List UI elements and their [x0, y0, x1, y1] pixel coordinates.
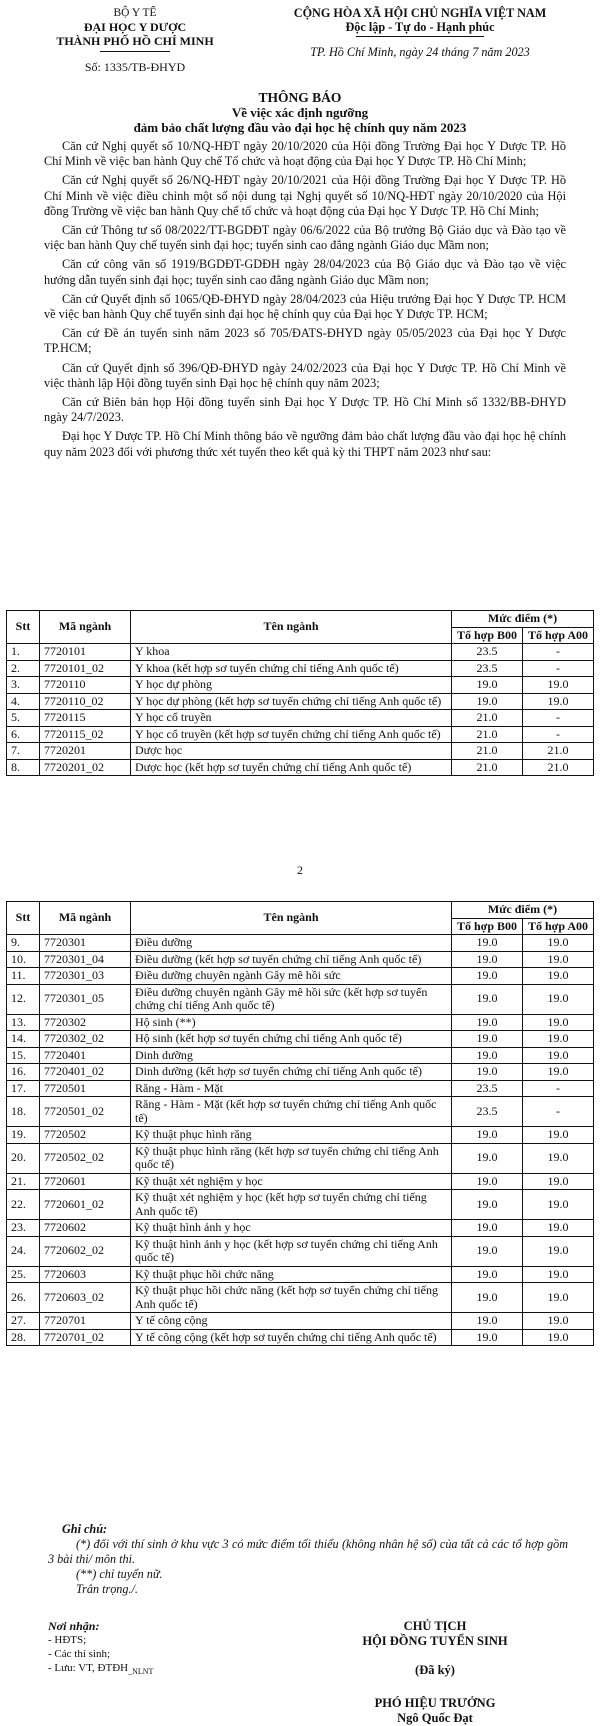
- name-cell: Dược học: [131, 743, 452, 760]
- a00-cell: 19.0: [523, 1031, 594, 1048]
- paragraph: Căn cứ Đề án tuyển sinh năm 2023 số 705/ĐATS-ĐHYD ngày 05/05/2023 của Đại học Y Dược TP.HCM;: [44, 326, 566, 356]
- a00-cell: 19.0: [523, 1014, 594, 1031]
- b00-cell: 21.0: [452, 726, 523, 743]
- recipient-item-archive: [48, 1661, 268, 1679]
- b00-cell: 21.0: [452, 710, 523, 727]
- col-header-score: Mức điểm (*): [452, 611, 594, 628]
- b00-cell: 19.0: [452, 1220, 523, 1237]
- code-cell: 7720302_02: [40, 1031, 131, 1048]
- university-name-line2: THÀNH PHỐ HỒ CHÍ MINH: [56, 34, 214, 48]
- code-cell: 7720602: [40, 1220, 131, 1237]
- code-cell: 7720501_02: [40, 1097, 131, 1127]
- b00-cell: 19.0: [452, 1031, 523, 1048]
- national-motto: Độc lập - Tự do - Hạnh phúc: [345, 20, 495, 34]
- table-row: [7, 984, 594, 1014]
- b00-cell: 23.5: [452, 660, 523, 677]
- stt-cell: 19.: [7, 1127, 40, 1144]
- stt-cell: 25.: [7, 1266, 40, 1283]
- a00-cell: 21.0: [523, 759, 594, 776]
- code-cell: 7720201_02: [40, 759, 131, 776]
- code-cell: 7720401_02: [40, 1064, 131, 1081]
- a00-cell: 19.0: [523, 1190, 594, 1220]
- b00-cell: 19.0: [452, 1283, 523, 1313]
- b00-cell: 19.0: [452, 677, 523, 694]
- stt-cell: 11.: [7, 968, 40, 985]
- note-2: (**) chỉ tuyển nữ.: [76, 1567, 163, 1581]
- document-date: TP. Hồ Chí Minh, ngày 24 tháng 7 năm 2023: [310, 45, 530, 59]
- table-row: [7, 1283, 594, 1313]
- code-cell: 7720601: [40, 1173, 131, 1190]
- table-row: [7, 951, 594, 968]
- page-number: 2: [297, 863, 303, 877]
- col-header-code: Mã ngành: [40, 902, 131, 935]
- issuer-header: [50, 6, 220, 74]
- country-name: CỘNG HÒA XÃ HỘI CHỦ NGHĨA VIỆT NAM: [293, 6, 547, 20]
- a00-cell: 19.0: [523, 935, 594, 952]
- stt-cell: 13.: [7, 1014, 40, 1031]
- col-header-code: Mã ngành: [40, 611, 131, 644]
- name-cell: Kỹ thuật hình ảnh y học (kết hợp sơ tuyển chứng chỉ tiếng Anh quốc tế): [131, 1236, 452, 1266]
- b00-cell: 19.0: [452, 1173, 523, 1190]
- stt-cell: 24.: [7, 1236, 40, 1266]
- paragraph: Căn cứ Quyết định số 396/QĐ-ĐHYD ngày 24/02/2023 của Đại học Y Dược TP. Hồ Chí Minh về việc thành lập Hội đồng tuyển sinh Đại học hệ chính quy năm 2023;: [44, 360, 566, 390]
- stt-cell: 9.: [7, 935, 40, 952]
- a00-cell: 19.0: [523, 968, 594, 985]
- col-header-b00: Tổ hợp B00: [452, 627, 523, 644]
- notes-label: Ghi chú:: [62, 1522, 108, 1536]
- paragraph: Căn cứ Quyết định số 1065/QĐ-ĐHYD ngày 28/04/2023 của Hiệu trưởng Đại học Y Dược TP. HCM về việc ban hành Quy chế tuyển sinh đại học hệ chính quy của Đại học Y Dược TP. HCM;: [44, 291, 566, 322]
- b00-cell: 19.0: [452, 1313, 523, 1330]
- university-name-line1: ĐẠI HỌC Y DƯỢC: [83, 20, 187, 34]
- col-header-a00: Tổ hợp A00: [523, 627, 594, 644]
- name-cell: Kỹ thuật phục hồi chức năng (kết hợp sơ tuyển chứng chỉ tiếng Anh quốc tế): [131, 1283, 452, 1313]
- code-cell: 7720502: [40, 1127, 131, 1144]
- code-cell: 7720701_02: [40, 1329, 131, 1346]
- title-line2: Về việc xác định ngưỡng: [231, 105, 369, 120]
- name-cell: Điều dưỡng chuyên ngành Gây mê hồi sức (kết hợp sơ tuyển chứng chỉ tiếng Anh quốc tế): [131, 984, 452, 1014]
- code-cell: 7720110_02: [40, 693, 131, 710]
- stt-cell: 4.: [7, 693, 40, 710]
- b00-cell: 19.0: [452, 1266, 523, 1283]
- b00-cell: 19.0: [452, 1064, 523, 1081]
- recipients-label: Nơi nhận:: [48, 1619, 100, 1633]
- stt-cell: 26.: [7, 1283, 40, 1313]
- name-cell: Y học cổ truyền: [131, 710, 452, 727]
- name-cell: Hộ sinh (kết hợp sơ tuyển chứng chỉ tiếng Anh quốc tế): [131, 1031, 452, 1048]
- recipient-item: - Các thí sinh;: [48, 1648, 111, 1660]
- stt-cell: 5.: [7, 710, 40, 727]
- code-cell: 7720502_02: [40, 1143, 131, 1173]
- recipient-item: - HĐTS;: [48, 1634, 87, 1646]
- stt-cell: 23.: [7, 1220, 40, 1237]
- code-cell: 7720101: [40, 644, 131, 661]
- name-cell: Kỹ thuật phục hình răng: [131, 1127, 452, 1144]
- b00-cell: 21.0: [452, 759, 523, 776]
- name-cell: Y khoa: [131, 644, 452, 661]
- name-cell: Y tế công cộng: [131, 1313, 452, 1330]
- name-cell: Dược học (kết hợp sơ tuyển chứng chỉ tiếng Anh quốc tế): [131, 759, 452, 776]
- a00-cell: 19.0: [523, 1064, 594, 1081]
- stt-cell: 27.: [7, 1313, 40, 1330]
- name-cell: Răng - Hàm - Mặt (kết hợp sơ tuyển chứng chỉ tiếng Anh quốc tế): [131, 1097, 452, 1127]
- a00-cell: 19.0: [523, 1047, 594, 1064]
- name-cell: Dinh dưỡng (kết hợp sơ tuyển chứng chỉ tiếng Anh quốc tế): [131, 1064, 452, 1081]
- paragraph: Căn cứ Biên bản họp Hội đồng tuyển sinh Đại học Y Dược TP. Hồ Chí Minh số 1332/BB-ĐHYD ngày 24/7/2023.: [44, 395, 566, 425]
- paragraph: Căn cứ công văn số 1919/BGDĐT-GDĐH ngày 28/04/2023 của Bộ Giáo dục và Đào tạo về việc hướng dẫn tuyển sinh đại học; tuyển sinh cao đẳng ngành Giáo dục Mầm non;: [44, 257, 566, 287]
- notes-section: [48, 1522, 568, 1597]
- code-cell: 7720301_03: [40, 968, 131, 985]
- name-cell: Răng - Hàm - Mặt: [131, 1080, 452, 1097]
- a00-cell: 19.0: [523, 984, 594, 1014]
- stt-cell: 7.: [7, 743, 40, 760]
- name-cell: Y học dự phòng: [131, 677, 452, 694]
- recipients-section: [48, 1619, 268, 1679]
- name-cell: Y học cổ truyền (kết hợp sơ tuyển chứng chỉ tiếng Anh quốc tế): [131, 726, 452, 743]
- score-table-part2: [6, 901, 594, 1346]
- stt-cell: 28.: [7, 1329, 40, 1346]
- name-cell: Kỹ thuật xét nghiệm y học: [131, 1173, 452, 1190]
- b00-cell: 19.0: [452, 1127, 523, 1144]
- table-row: [7, 677, 594, 694]
- table-row: [7, 710, 594, 727]
- col-header-stt: Stt: [7, 902, 40, 935]
- signer-role-2: HỘI ĐỒNG TUYỂN SINH: [362, 1634, 508, 1648]
- a00-cell: 19.0: [523, 951, 594, 968]
- signer-role-1: CHỦ TỊCH: [403, 1619, 467, 1633]
- name-cell: Kỹ thuật xét nghiệm y học (kết hợp sơ tuyển chứng chỉ tiếng Anh quốc tế): [131, 1190, 452, 1220]
- a00-cell: 19.0: [523, 1220, 594, 1237]
- table-row: [7, 1266, 594, 1283]
- table-row: [7, 1031, 594, 1048]
- header-divider: [100, 51, 170, 52]
- stt-cell: 2.: [7, 660, 40, 677]
- signer-name: Ngô Quốc Đạt: [397, 1711, 473, 1725]
- a00-cell: 19.0: [523, 1266, 594, 1283]
- col-header-name: Tên ngành: [131, 611, 452, 644]
- b00-cell: 23.5: [452, 1097, 523, 1127]
- a00-cell: -: [523, 644, 594, 661]
- paragraph: Đại học Y Dược TP. Hồ Chí Minh thông báo về ngưỡng đảm bảo chất lượng đầu vào đại học hệ chính quy năm 2023 đối với phương thức xét tuyển theo kết quả kỳ thi THPT năm 2023 như sau:: [44, 429, 566, 459]
- recipient-item-subscript: _NLNT: [128, 1667, 154, 1677]
- table-row: [7, 1173, 594, 1190]
- stt-cell: 22.: [7, 1190, 40, 1220]
- b00-cell: 19.0: [452, 1236, 523, 1266]
- paragraph: Căn cứ Nghị quyết số 26/NQ-HĐT ngày 20/10/2021 của Hội đồng Trường Đại học Y Dược TP. Hồ Chí Minh về việc điều chỉnh một số nội dung tại Nghị quyết số 10/NQ-HĐT ngày 20/10/2020 của Hội đồng Trường về việc ban hành Quy chế tổ chức và hoạt động của Đại học Y Dược TP. Hồ Chí Minh;: [44, 173, 566, 218]
- a00-cell: 19.0: [523, 1236, 594, 1266]
- col-header-b00: Tổ hợp B00: [452, 918, 523, 935]
- table-row: [7, 1313, 594, 1330]
- code-cell: 7720301_04: [40, 951, 131, 968]
- table-row: [7, 693, 594, 710]
- name-cell: Y tế công cộng (kết hợp sơ tuyển chứng chỉ tiếng Anh quốc tế): [131, 1329, 452, 1346]
- a00-cell: -: [523, 710, 594, 727]
- stt-cell: 8.: [7, 759, 40, 776]
- a00-cell: 19.0: [523, 1313, 594, 1330]
- signature-block: [300, 1619, 570, 1726]
- code-cell: 7720201: [40, 743, 131, 760]
- b00-cell: 21.0: [452, 743, 523, 760]
- stt-cell: 12.: [7, 984, 40, 1014]
- name-cell: Y học dự phòng (kết hợp sơ tuyển chứng chỉ tiếng Anh quốc tế): [131, 693, 452, 710]
- col-header-score: Mức điểm (*): [452, 902, 594, 919]
- document-number: Số: 1335/TB-ĐHYD: [84, 60, 186, 74]
- name-cell: Dinh dưỡng: [131, 1047, 452, 1064]
- closing-line: Trân trọng./.: [76, 1582, 138, 1596]
- stt-cell: 20.: [7, 1143, 40, 1173]
- b00-cell: 19.0: [452, 693, 523, 710]
- table-row: [7, 743, 594, 760]
- stt-cell: 14.: [7, 1031, 40, 1048]
- b00-cell: 23.5: [452, 644, 523, 661]
- table-row: [7, 935, 594, 952]
- code-cell: 7720601_02: [40, 1190, 131, 1220]
- stt-cell: 6.: [7, 726, 40, 743]
- a00-cell: 19.0: [523, 1173, 594, 1190]
- signed-mark: (Đã ký): [415, 1663, 455, 1677]
- a00-cell: -: [523, 1080, 594, 1097]
- title-line3: đảm bảo chất lượng đầu vào đại học hệ chính quy năm 2023: [133, 120, 467, 135]
- table-row: [7, 1329, 594, 1346]
- table-row: [7, 759, 594, 776]
- code-cell: 7720602_02: [40, 1236, 131, 1266]
- stt-cell: 21.: [7, 1173, 40, 1190]
- ministry-name: BỘ Y TẾ: [113, 7, 157, 19]
- table-row: [7, 968, 594, 985]
- code-cell: 7720101_02: [40, 660, 131, 677]
- table-row: [7, 726, 594, 743]
- table-row: [7, 644, 594, 661]
- b00-cell: 19.0: [452, 984, 523, 1014]
- name-cell: Kỹ thuật phục hồi chức năng: [131, 1266, 452, 1283]
- signer-title: PHÓ HIỆU TRƯỞNG: [374, 1696, 496, 1710]
- b00-cell: 19.0: [452, 1329, 523, 1346]
- a00-cell: 19.0: [523, 1127, 594, 1144]
- note-1: (*) đối với thí sinh ở khu vực 3 có mức điểm tối thiểu (không nhân hệ số) của tất cả các tổ hợp gồm 3 bài thi/ môn thi.: [48, 1537, 568, 1566]
- a00-cell: -: [523, 660, 594, 677]
- stt-cell: 18.: [7, 1097, 40, 1127]
- name-cell: Điều dưỡng: [131, 935, 452, 952]
- code-cell: 7720603_02: [40, 1283, 131, 1313]
- table-row: [7, 1190, 594, 1220]
- code-cell: 7720302: [40, 1014, 131, 1031]
- table-row: [7, 1064, 594, 1081]
- code-cell: 7720401: [40, 1047, 131, 1064]
- code-cell: 7720501: [40, 1080, 131, 1097]
- a00-cell: 19.0: [523, 677, 594, 694]
- b00-cell: 19.0: [452, 951, 523, 968]
- table-row: [7, 1097, 594, 1127]
- b00-cell: 19.0: [452, 1190, 523, 1220]
- b00-cell: 19.0: [452, 935, 523, 952]
- table-row: [7, 1127, 594, 1144]
- table-row: [7, 1047, 594, 1064]
- col-header-name: Tên ngành: [131, 902, 452, 935]
- code-cell: 7720115: [40, 710, 131, 727]
- table-row: [7, 1014, 594, 1031]
- stt-cell: 15.: [7, 1047, 40, 1064]
- a00-cell: -: [523, 726, 594, 743]
- table-row: [7, 660, 594, 677]
- title-line1: THÔNG BÁO: [258, 90, 342, 105]
- b00-cell: 19.0: [452, 968, 523, 985]
- stt-cell: 17.: [7, 1080, 40, 1097]
- name-cell: Hộ sinh (**): [131, 1014, 452, 1031]
- legal-basis-text: [44, 139, 566, 464]
- b00-cell: 19.0: [452, 1047, 523, 1064]
- col-header-stt: Stt: [7, 611, 40, 644]
- document-title: [0, 90, 600, 135]
- code-cell: 7720603: [40, 1266, 131, 1283]
- table-row: [7, 1236, 594, 1266]
- stt-cell: 10.: [7, 951, 40, 968]
- a00-cell: 19.0: [523, 1329, 594, 1346]
- name-cell: Kỹ thuật phục hình răng (kết hợp sơ tuyển chứng chỉ tiếng Anh quốc tế): [131, 1143, 452, 1173]
- code-cell: 7720301_05: [40, 984, 131, 1014]
- name-cell: Điều dưỡng (kết hợp sơ tuyển chứng chỉ tiếng Anh quốc tế): [131, 951, 452, 968]
- a00-cell: 19.0: [523, 1143, 594, 1173]
- a00-cell: 19.0: [523, 693, 594, 710]
- motto-divider: [356, 36, 484, 37]
- a00-cell: -: [523, 1097, 594, 1127]
- recipient-item-text: - Lưu: VT, ĐTĐH: [48, 1662, 129, 1674]
- code-cell: 7720115_02: [40, 726, 131, 743]
- col-header-a00: Tổ hợp A00: [523, 918, 594, 935]
- b00-cell: 23.5: [452, 1080, 523, 1097]
- code-cell: 7720110: [40, 677, 131, 694]
- national-header: [265, 6, 575, 59]
- stt-cell: 1.: [7, 644, 40, 661]
- stt-cell: 3.: [7, 677, 40, 694]
- b00-cell: 19.0: [452, 1014, 523, 1031]
- name-cell: Kỹ thuật hình ảnh y học: [131, 1220, 452, 1237]
- table-row: [7, 1080, 594, 1097]
- table-row: [7, 1220, 594, 1237]
- table-row: [7, 1143, 594, 1173]
- stt-cell: 16.: [7, 1064, 40, 1081]
- paragraph: Căn cứ Thông tư số 08/2022/TT-BGDĐT ngày 06/6/2022 của Bộ trưởng Bộ Giáo dục và Đào tạo về việc ban hành Quy chế tuyển sinh đại học; tuyển sinh cao đẳng ngành Giáo dục Mầm non;: [44, 223, 566, 253]
- name-cell: Y khoa (kết hợp sơ tuyển chứng chỉ tiếng Anh quốc tế): [131, 660, 452, 677]
- b00-cell: 19.0: [452, 1143, 523, 1173]
- code-cell: 7720701: [40, 1313, 131, 1330]
- a00-cell: 19.0: [523, 1283, 594, 1313]
- paragraph: Căn cứ Nghị quyết số 10/NQ-HĐT ngày 20/10/2020 của Hội đồng Trường Đại học Y Dược TP. Hồ Chí Minh về việc ban hành Quy chế Tổ chức và hoạt động của Đại học Y Dược TP. Hồ Chí Minh;: [44, 139, 566, 169]
- score-table-part1: [6, 610, 594, 776]
- code-cell: 7720301: [40, 935, 131, 952]
- a00-cell: 21.0: [523, 743, 594, 760]
- name-cell: Điều dưỡng chuyên ngành Gây mê hồi sức: [131, 968, 452, 985]
